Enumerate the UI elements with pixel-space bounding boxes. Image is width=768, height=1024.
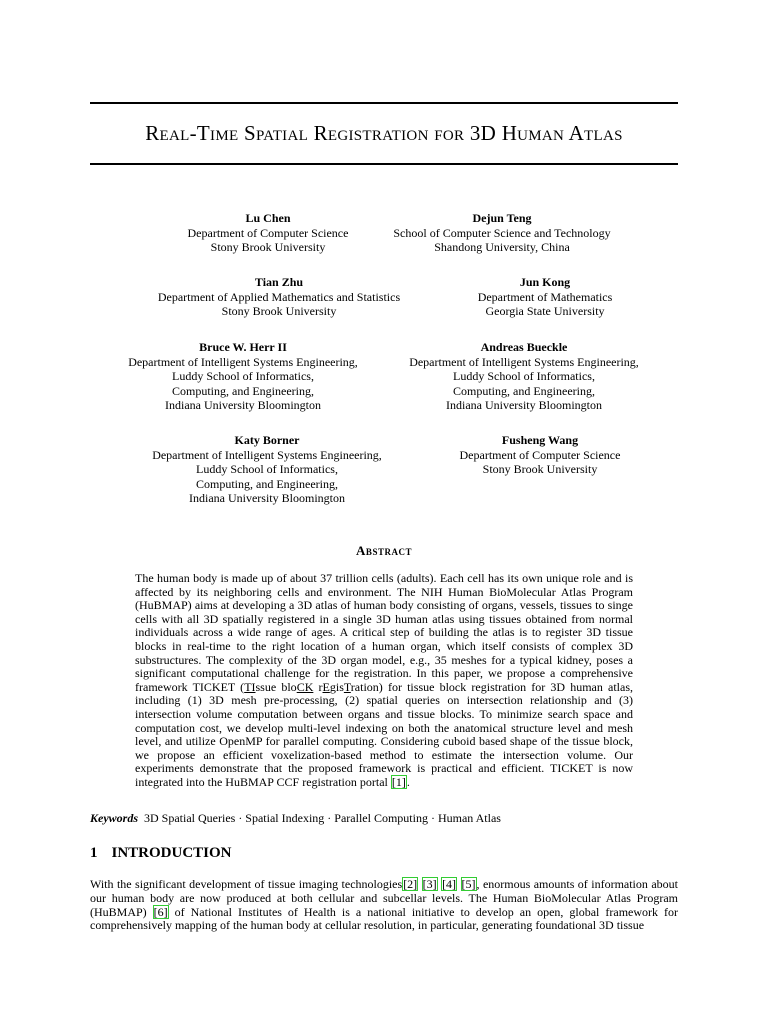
- citation-link[interactable]: [1]: [391, 774, 406, 789]
- author-affiliation-line: Department of Mathematics: [477, 289, 613, 304]
- introduction-body: [90, 878, 678, 933]
- intro-text: of National Institutes of Health is a national initiative to develop an open, global framework for comprehensively mapping of the human body at cellular resolution, in particular, generating foundational 3D tissue: [90, 904, 679, 933]
- author-affiliation-line: Indiana University Bloomington: [446, 398, 602, 412]
- author-affiliation-line: Department of Computer Science: [187, 225, 349, 240]
- keywords-text: 3D Spatial Queries · Spatial Indexing · Parallel Computing · Human Atlas: [144, 811, 501, 825]
- author-affiliation-line: Georgia State University: [485, 304, 605, 318]
- author-name: Tian Zhu: [254, 275, 304, 289]
- author-affiliation-line: Department of Intelligent Systems Engineering,: [128, 354, 358, 369]
- author-block: [129, 275, 429, 319]
- author-affiliation-line: Luddy School of Informatics,: [196, 462, 338, 476]
- author-name: Lu Chen: [245, 211, 291, 225]
- author-affiliation-line: Stony Brook University: [210, 240, 326, 254]
- citation-link[interactable]: [5]: [461, 877, 476, 891]
- ticket-acronym-part: gis: [329, 679, 344, 694]
- author-affiliation-line: Indiana University Bloomington: [165, 398, 321, 412]
- author-affiliation-line: Computing, and Engineering,: [453, 383, 595, 398]
- abstract-text: The human body is made up of about 37 trillion cells (adults). Each cell has its own unique role and is affected by its neighboring cells and environment. The NIH Human BioMolecular Atlas Program (HuBMAP) aims at developing a 3D atlas of human body consisting of organs, vessels, tissues to singe cells with all 3D spatially registered in a single 3D human atlas using tissues obtained from normal individuals across a wide range of ages. A critical step of building the atlas is to register 3D tissue blocks in real-time to the right location of a human organ, which itself consists of complex 3D substructures. The complexity of the 3D organ model, e.g., 35 meshes for a typical kidney, poses a significant computational challenge for the registration. In this paper, we propose a comprehensive framework TICKET (: [135, 571, 633, 694]
- ticket-acronym-part: r: [313, 679, 323, 694]
- author-affiliation-line: Computing, and Engineering,: [196, 476, 338, 491]
- author-affiliation-line: Department of Intelligent Systems Engineering,: [152, 447, 382, 462]
- citation-link[interactable]: [4]: [442, 877, 457, 891]
- author-affiliation-line: Department of Computer Science: [459, 447, 621, 462]
- author-name: Bruce W. Herr II: [199, 340, 287, 354]
- keywords-label: Keywords: [90, 811, 138, 825]
- author-name: Fusheng Wang: [501, 433, 579, 447]
- author-affiliation-line: School of Computer Science and Technology: [393, 225, 611, 240]
- author-affiliation-line: Department of Intelligent Systems Engineering,: [409, 354, 639, 369]
- intro-text: , enormous amounts of information about our human body are now produced at both cellular and subcellar levels. The Human BioMolecular Atlas Program (HuBMAP): [90, 877, 678, 919]
- ticket-acronym-part: ration: [350, 679, 379, 694]
- author-block: [127, 433, 407, 506]
- section-heading: [90, 845, 232, 862]
- paper-title: Real-Time Spatial Registration for 3D Human Atlas: [145, 121, 623, 145]
- author-affiliation-line: Department of Applied Mathematics and Statistics: [157, 289, 401, 304]
- abstract-body: [135, 572, 633, 790]
- author-block: [425, 275, 665, 319]
- author-affiliation-line: Computing, and Engineering,: [172, 383, 314, 398]
- author-block: [420, 433, 660, 477]
- ticket-acronym-part: CK: [296, 679, 314, 694]
- author-name: Jun Kong: [519, 275, 571, 289]
- author-name: Dejun Teng: [472, 211, 532, 225]
- author-affiliation-line: Stony Brook University: [221, 304, 337, 318]
- author-name: Katy Borner: [234, 433, 300, 447]
- author-affiliation-line: Luddy School of Informatics,: [453, 369, 595, 383]
- section-number: 1: [90, 845, 98, 861]
- author-affiliation-line: Indiana University Bloomington: [189, 491, 345, 505]
- keywords-line: [90, 811, 501, 826]
- section-title: INTRODUCTION: [111, 845, 232, 861]
- author-affiliation-line: Luddy School of Informatics,: [172, 369, 314, 383]
- author-block: [103, 340, 383, 413]
- citation-link[interactable]: [6]: [153, 904, 168, 919]
- ticket-acronym-part: ssue blo: [255, 679, 297, 694]
- author-name: Andreas Bueckle: [480, 340, 568, 354]
- ticket-acronym-part: T: [343, 679, 351, 694]
- abstract-text: ) for tissue block registration for 3D human atlas, including (1) 3D mesh pre-processing, (2) spatial queries on intersection relationship and (3) intersection volume computation between organs and tissue blocks. To minimize search space and computation cost, we develop multi-level indexing on both the anatomical structure level and mesh level, and utilize OpenMP for parallel computing. Considering cuboid based shape of the tissue block, we propose an efficient voxelization-based method to estimate the intersection volume. Our experiments demonstrate that the proposed framework is practical and efficient. TICKET is now integrated into the HuBMAP CCF registration portal: [135, 679, 634, 789]
- abstract-heading: Abstract: [356, 543, 412, 558]
- citation-link[interactable]: [2]: [403, 877, 418, 891]
- ticket-acronym-part: TI: [244, 679, 256, 694]
- title-rule-bottom: [90, 163, 678, 165]
- abstract-text: .: [406, 774, 410, 789]
- author-block: [384, 340, 664, 413]
- author-block: [372, 211, 632, 255]
- citation-link[interactable]: [3]: [422, 877, 437, 891]
- intro-text: With the significant development of tissue imaging technologies: [90, 877, 403, 891]
- author-affiliation-line: Stony Brook University: [482, 462, 598, 476]
- title-rule-top: [90, 102, 678, 104]
- ticket-acronym-part: E: [322, 679, 330, 694]
- author-affiliation-line: Shandong University, China: [434, 240, 570, 254]
